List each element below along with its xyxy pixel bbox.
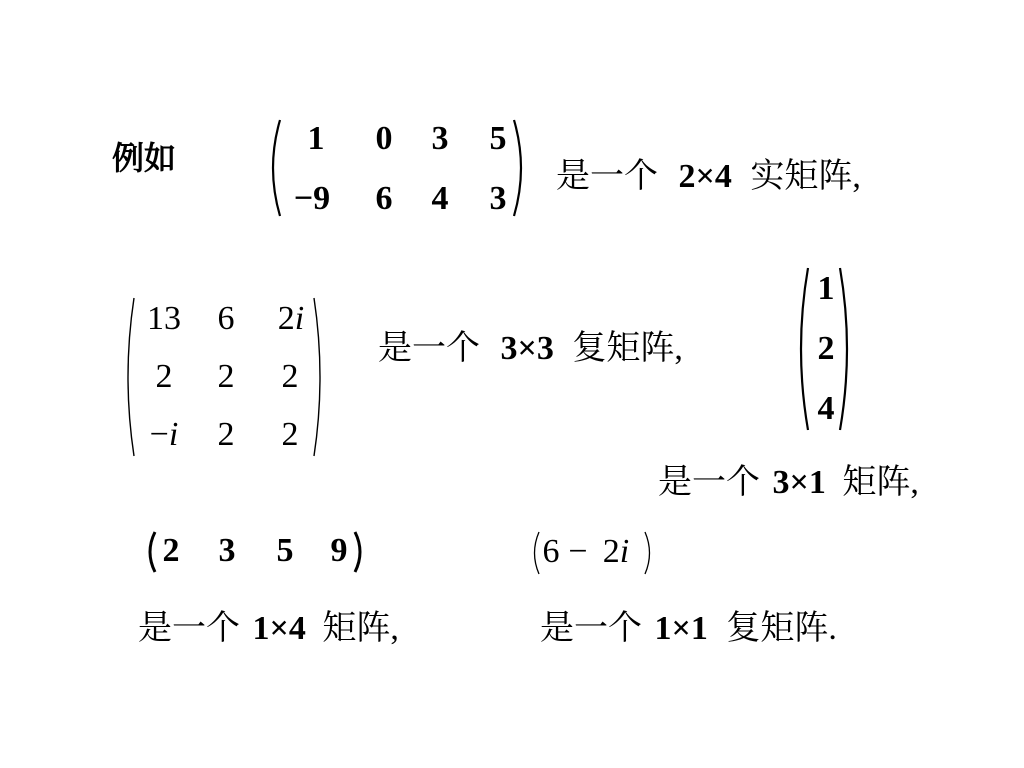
right-paren [510, 118, 530, 218]
left-paren [792, 266, 812, 432]
matrix-e-description [540, 612, 837, 646]
matrix-cell: 2 [217, 358, 235, 395]
matrix-cell: −9 [293, 180, 331, 217]
matrix-cell: 4 [817, 390, 835, 427]
matrix-cell: 6 [542, 533, 560, 570]
matrix-d-description [138, 612, 399, 646]
desc-suffix: 复矩阵, [572, 330, 683, 367]
matrix-size: 3×3 [500, 330, 554, 367]
matrix-b-grid [136, 300, 320, 460]
desc-suffix: 矩阵, [842, 464, 919, 501]
matrix-cell: 13 [147, 300, 181, 337]
matrix-cell: 2 [281, 416, 299, 453]
desc-suffix: 实矩阵, [750, 158, 861, 195]
desc-suffix: 复矩阵. [726, 610, 837, 647]
left-paren [264, 118, 284, 218]
matrix-cell: 2 [281, 358, 299, 395]
matrix-cell: 1 [817, 270, 835, 307]
desc-suffix: 矩阵, [322, 610, 399, 647]
matrix-cell: −i [149, 416, 179, 453]
matrix-cell: 2i [277, 300, 305, 337]
right-paren [352, 530, 366, 574]
right-paren [836, 266, 856, 432]
intro-label: 例如 [112, 139, 177, 177]
matrix-size: 1×1 [654, 610, 708, 647]
imaginary-unit: i [168, 416, 179, 453]
imaginary-unit: i [294, 300, 305, 337]
matrix-cell: 2 [817, 330, 835, 367]
matrix-cell: 1 [307, 120, 325, 157]
matrix-cell: 2 [162, 532, 180, 569]
matrix-cell: 5 [489, 120, 507, 157]
matrix-size: 1×4 [252, 610, 306, 647]
matrix-cell: 6 [375, 180, 393, 217]
matrix-cell: 9 [330, 532, 348, 569]
matrix-cell: 0 [375, 120, 393, 157]
desc-prefix: 是一个 [378, 330, 480, 367]
matrix-cell: 6 [217, 300, 235, 337]
matrix-a-grid [284, 120, 520, 220]
imaginary-unit: i [619, 533, 630, 570]
matrix-cell: 5 [276, 532, 294, 569]
desc-prefix: 是一个 [658, 464, 760, 501]
minus-sign: − [568, 533, 588, 570]
matrix-cell: 2 [217, 416, 235, 453]
right-paren [642, 530, 656, 576]
matrix-cell: 3 [489, 180, 507, 217]
right-paren [310, 296, 328, 458]
matrix-cell: 3 [218, 532, 236, 569]
matrix-d-grid [156, 534, 356, 574]
matrix-c-description [658, 466, 919, 500]
matrix-size: 3×1 [772, 464, 826, 501]
desc-prefix: 是一个 [540, 610, 642, 647]
matrix-e-grid [540, 535, 648, 575]
desc-prefix: 是一个 [138, 610, 240, 647]
matrix-a-description [556, 160, 861, 194]
matrix-cell: 3 [431, 120, 449, 157]
matrix-cell: 2i [602, 533, 630, 570]
matrix-b-description [378, 332, 683, 366]
matrix-cell: 2 [155, 358, 173, 395]
matrix-cell: 4 [431, 180, 449, 217]
matrix-size: 2×4 [678, 158, 732, 195]
desc-prefix: 是一个 [556, 158, 658, 195]
